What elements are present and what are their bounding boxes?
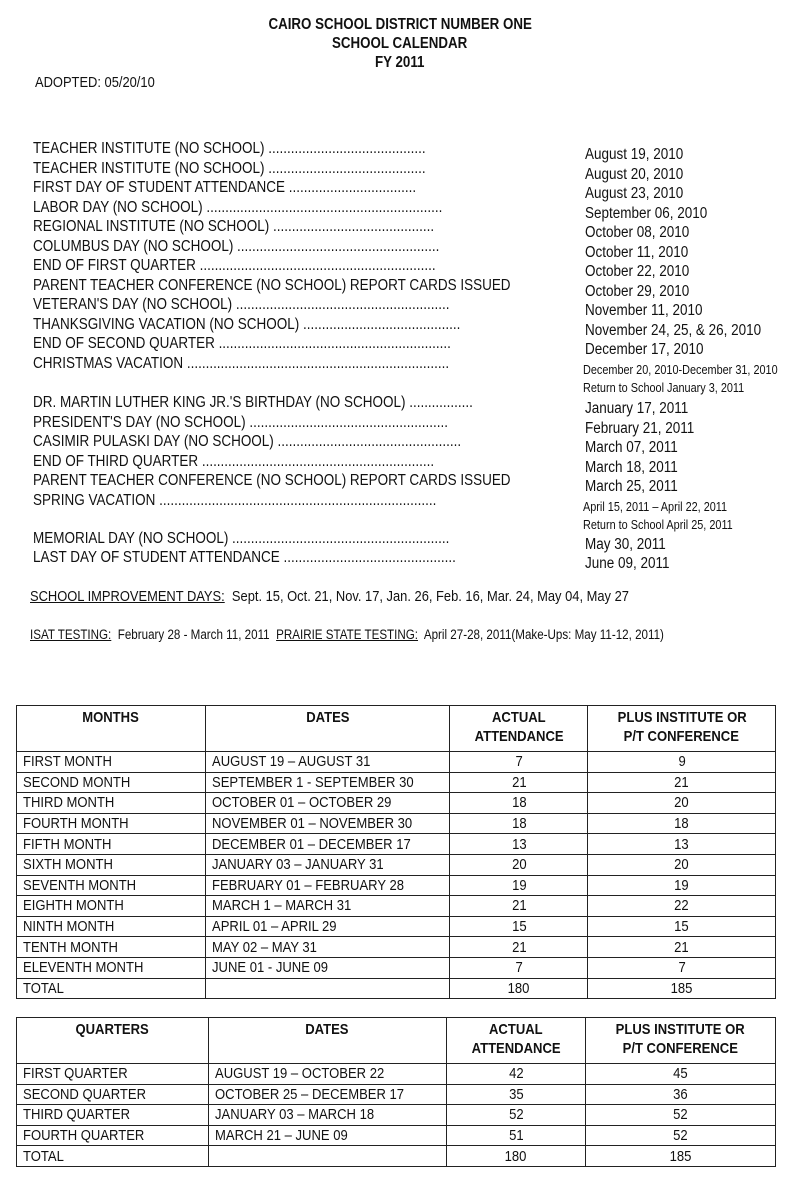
event-date-text: March 07, 2011 — [585, 439, 678, 456]
dates-cell — [205, 957, 450, 978]
cell-text: 21 — [511, 897, 527, 915]
cell-text: FIRST MONTH — [23, 753, 112, 771]
event-date-text: October 29, 2010 — [585, 283, 690, 300]
actual-attendance-cell — [446, 1105, 586, 1126]
event-label-text: PARENT TEACHER CONFERENCE (NO SCHOOL) REPORT CARDS ISSUED — [33, 277, 511, 294]
cell-text: 185 — [669, 1147, 692, 1165]
event-label — [33, 296, 512, 314]
event-label — [33, 549, 519, 567]
cell-text: 52 — [673, 1106, 688, 1124]
cell-text: MAY 02 – MAY 31 — [211, 938, 317, 956]
dates-cell — [205, 875, 450, 896]
months-attendance-table — [16, 705, 776, 999]
event-date — [585, 322, 788, 340]
cell-text: SECOND MONTH — [23, 773, 131, 791]
event-date — [585, 536, 678, 554]
column-header — [450, 706, 588, 752]
column-header — [446, 1018, 586, 1064]
event-label-text: END OF SECOND QUARTER .............................................................. — [33, 335, 451, 352]
actual-attendance-cell — [450, 896, 588, 917]
event-label — [33, 433, 525, 451]
event-date — [585, 439, 692, 457]
event-date-text: June 09, 2011 — [585, 555, 670, 572]
cell-text: FEBRUARY 01 – FEBRUARY 28 — [211, 876, 404, 894]
table-row — [17, 937, 776, 958]
plus-institute-cell — [588, 772, 776, 793]
cell-text: 20 — [511, 856, 527, 874]
cell-text: OCTOBER 01 – OCTOBER 29 — [211, 794, 392, 812]
column-header — [586, 1018, 776, 1064]
event-return-note — [583, 379, 768, 397]
plus-institute-cell — [586, 1105, 776, 1126]
column-header — [205, 706, 450, 752]
event-label-text: DR. MARTIN LUTHER KING JR.'S BIRTHDAY (NO SCHOOL) ................. — [33, 394, 473, 411]
cell-text: TOTAL — [23, 1147, 64, 1165]
cell-text: THIRD QUARTER — [23, 1106, 131, 1124]
event-label-text: TEACHER INSTITUTE (NO SCHOOL) .......................................... — [33, 140, 426, 157]
cell-text: APRIL 01 – APRIL 29 — [211, 918, 337, 936]
dates-cell — [205, 813, 450, 834]
event-date — [585, 283, 705, 301]
plus-institute-cell — [588, 916, 776, 937]
cell-text: 15 — [511, 918, 527, 936]
cell-text: 21 — [511, 938, 527, 956]
event-label-text: THANKSGIVING VACATION (NO SCHOOL) .......................................... — [33, 316, 461, 333]
plus-institute-cell — [588, 834, 776, 855]
cell-text: AUGUST 19 – OCTOBER 22 — [214, 1065, 384, 1083]
table-row — [17, 1125, 776, 1146]
cell-text: 18 — [674, 815, 689, 833]
table-header-row — [17, 1018, 776, 1064]
cell-text: 52 — [673, 1127, 688, 1145]
table-row — [17, 1064, 776, 1085]
event-date — [585, 185, 698, 203]
event-label — [33, 335, 513, 353]
dates-cell — [208, 1084, 446, 1105]
event-label — [33, 414, 510, 432]
cell-text: 20 — [674, 794, 689, 812]
actual-attendance-cell — [450, 772, 588, 793]
dates-cell — [205, 896, 450, 917]
school-improvement-label: SCHOOL IMPROVEMENT DAYS: — [30, 588, 225, 605]
cell-text: 21 — [511, 773, 527, 791]
event-label — [33, 492, 497, 510]
table-row — [17, 896, 776, 917]
event-date-text: September 06, 2010 — [585, 205, 708, 222]
plus-institute-cell — [588, 978, 776, 999]
plus-institute-cell — [586, 1146, 776, 1167]
event-label — [33, 179, 473, 197]
actual-attendance-cell — [450, 834, 588, 855]
cell-text: 20 — [674, 856, 689, 874]
cell-text: TENTH MONTH — [23, 938, 118, 956]
actual-attendance-cell — [450, 937, 588, 958]
cell-text: 9 — [678, 753, 686, 771]
period-cell — [17, 957, 206, 978]
event-label-text: CHRISTMAS VACATION ...................................................................... — [33, 355, 450, 372]
cell-text: JUNE 01 - JUNE 09 — [211, 959, 328, 977]
cell-text: JANUARY 03 – MARCH 18 — [214, 1106, 374, 1124]
period-cell — [17, 813, 206, 834]
event-label-text: CASIMIR PULASKI DAY (NO SCHOOL) ................................................. — [33, 433, 462, 450]
cell-text: 35 — [508, 1085, 524, 1103]
event-date — [585, 263, 705, 281]
event-date-text: May 30, 2011 — [585, 536, 666, 553]
cell-text: 7 — [515, 959, 523, 977]
cell-text: FOURTH MONTH — [23, 815, 129, 833]
cell-text: 36 — [673, 1085, 688, 1103]
event-date — [585, 400, 704, 418]
school-improvement-value: Sept. 15, Oct. 21, Nov. 17, Jan. 26, Feb. 16, Mar. 24, May 04, May 27 — [231, 588, 629, 605]
cell-text: NINTH MONTH — [23, 918, 115, 936]
cell-text: MARCH 21 – JUNE 09 — [214, 1127, 348, 1145]
isat-value: February 28 - March 11, 2011 — [117, 627, 270, 642]
cell-text: DECEMBER 01 – DECEMBER 17 — [211, 835, 411, 853]
table-row — [17, 854, 776, 875]
table-row — [17, 875, 776, 896]
cell-text: 7 — [678, 959, 686, 977]
event-date-text: November 11, 2010 — [585, 302, 703, 319]
cell-text: 18 — [511, 794, 527, 812]
event-label-text: TEACHER INSTITUTE (NO SCHOOL) .......................................... — [33, 160, 426, 177]
event-date-text: October 11, 2010 — [585, 244, 689, 261]
cell-text: FOURTH QUARTER — [23, 1127, 145, 1145]
actual-attendance-cell — [446, 1064, 586, 1085]
dates-cell — [205, 937, 450, 958]
event-date-text: August 20, 2010 — [585, 166, 684, 183]
column-header-text: ACTUAL — [489, 1021, 543, 1038]
column-header-text: P/T CONFERENCE — [624, 728, 740, 745]
cell-text: SEPTEMBER 1 - SEPTEMBER 30 — [211, 773, 414, 791]
actual-attendance-cell — [450, 752, 588, 773]
column-header-text: ATTENDANCE — [471, 1040, 561, 1057]
event-date — [585, 224, 705, 242]
column-header-text: MONTHS — [82, 709, 140, 726]
column-header-text: DATES — [305, 1021, 349, 1038]
event-date-text: October 08, 2010 — [585, 224, 690, 241]
event-date-text: December 20, 2010-December 31, 2010 — [583, 363, 778, 377]
period-cell — [17, 1146, 209, 1167]
event-date-text: February 21, 2011 — [585, 420, 695, 437]
event-date-text: August 23, 2010 — [585, 185, 684, 202]
testing-info — [30, 627, 767, 642]
period-cell — [17, 834, 206, 855]
event-label-text: PARENT TEACHER CONFERENCE (NO SCHOOL) REPORT CARDS ISSUED — [33, 472, 511, 489]
plus-institute-cell — [586, 1084, 776, 1105]
table-header-row — [17, 706, 776, 752]
dates-cell — [208, 1125, 446, 1146]
event-date — [585, 341, 721, 359]
calendar-title: SCHOOL CALENDAR — [332, 35, 468, 52]
event-label — [33, 277, 582, 295]
table-row — [17, 916, 776, 937]
column-header-text: P/T CONFERENCE — [622, 1040, 739, 1057]
cell-text: MARCH 1 – MARCH 31 — [211, 897, 351, 915]
event-return-note-text: Return to School April 25, 2011 — [583, 518, 733, 532]
plus-institute-cell — [588, 957, 776, 978]
event-label — [33, 472, 582, 490]
plus-institute-cell — [588, 813, 776, 834]
table-row — [17, 1105, 776, 1126]
event-date — [583, 498, 749, 516]
fiscal-year-title: FY 2011 — [375, 54, 425, 71]
event-label — [33, 218, 494, 236]
plus-institute-cell — [588, 752, 776, 773]
event-date — [585, 459, 692, 477]
dates-cell — [208, 1064, 446, 1085]
cell-text: 19 — [511, 876, 527, 894]
period-cell — [17, 1064, 209, 1085]
actual-attendance-cell — [446, 1084, 586, 1105]
event-date — [585, 555, 682, 573]
event-label — [33, 199, 504, 217]
event-date — [585, 478, 692, 496]
actual-attendance-cell — [450, 793, 588, 814]
column-header-text: ACTUAL — [492, 709, 546, 726]
period-cell — [17, 772, 206, 793]
cell-text: EIGHTH MONTH — [23, 897, 124, 915]
event-label-text: FIRST DAY OF STUDENT ATTENDANCE .................................. — [33, 179, 417, 196]
cell-text: 19 — [674, 876, 689, 894]
period-cell — [17, 752, 206, 773]
cell-text: 21 — [674, 773, 689, 791]
cell-text: 22 — [674, 897, 689, 915]
event-label-text: REGIONAL INSTITUTE (NO SCHOOL) ........................................... — [33, 218, 435, 235]
period-cell — [17, 916, 206, 937]
dates-cell — [205, 793, 450, 814]
column-header-text: QUARTERS — [75, 1021, 149, 1038]
period-cell — [17, 896, 206, 917]
event-date — [585, 166, 698, 184]
quarters-attendance-table — [16, 1017, 776, 1167]
event-date — [585, 146, 698, 164]
table-row — [17, 813, 776, 834]
event-label-text: SPRING VACATION .......................................................................... — [33, 492, 437, 509]
event-date-text: January 17, 2011 — [585, 400, 689, 417]
event-return-note-text: Return to School January 3, 2011 — [583, 381, 745, 395]
cell-text: THIRD MONTH — [23, 794, 115, 812]
table-row — [17, 834, 776, 855]
cell-text: OCTOBER 25 – DECEMBER 17 — [214, 1085, 404, 1103]
dates-cell — [205, 854, 450, 875]
event-label — [33, 453, 494, 471]
plus-institute-cell — [588, 854, 776, 875]
adopted-date: ADOPTED: 05/20/10 — [35, 74, 155, 91]
period-cell — [17, 793, 206, 814]
cell-text: 51 — [508, 1127, 524, 1145]
event-date-text: November 24, 25, & 26, 2010 — [585, 322, 762, 339]
actual-attendance-cell — [450, 957, 588, 978]
plus-institute-cell — [586, 1125, 776, 1146]
period-cell — [17, 875, 206, 896]
event-label-text: MEMORIAL DAY (NO SCHOOL) .......................................................... — [33, 530, 450, 547]
event-label-text: PRESIDENT'S DAY (NO SCHOOL) ..................................................... — [33, 414, 448, 431]
cell-text: SEVENTH MONTH — [23, 876, 137, 894]
total-row — [17, 1146, 776, 1167]
period-cell — [17, 1084, 209, 1105]
cell-text: 21 — [674, 938, 689, 956]
column-header — [208, 1018, 446, 1064]
period-cell — [17, 937, 206, 958]
actual-attendance-cell — [450, 875, 588, 896]
event-return-note — [583, 516, 755, 534]
cell-text: 18 — [511, 815, 527, 833]
cell-text: 13 — [511, 835, 527, 853]
table-row — [17, 793, 776, 814]
table-row — [17, 752, 776, 773]
column-header-text: DATES — [305, 709, 350, 726]
plus-institute-cell — [588, 875, 776, 896]
event-label-text: LAST DAY OF STUDENT ATTENDANCE .............................................. — [33, 549, 456, 566]
dates-cell — [205, 978, 450, 999]
cell-text: 52 — [508, 1106, 524, 1124]
event-label-text: COLUMBUS DAY (NO SCHOOL) ...................................................... — [33, 238, 440, 255]
period-cell — [17, 1125, 209, 1146]
period-cell — [17, 978, 206, 999]
event-label-text: VETERAN'S DAY (NO SCHOOL) ......................................................... — [33, 296, 450, 313]
event-label-text: END OF THIRD QUARTER .............................................................. — [33, 453, 435, 470]
event-date — [585, 244, 704, 262]
school-improvement-days — [30, 588, 726, 605]
cell-text: SIXTH MONTH — [23, 856, 113, 874]
plus-institute-cell — [586, 1064, 776, 1085]
dates-cell — [205, 916, 450, 937]
cell-text: JANUARY 03 – JANUARY 31 — [211, 856, 384, 874]
actual-attendance-cell — [446, 1146, 586, 1167]
event-date — [585, 420, 711, 438]
cell-text: 180 — [505, 1147, 527, 1165]
event-date — [583, 361, 800, 379]
period-cell — [17, 854, 206, 875]
column-header-text: ATTENDANCE — [474, 728, 564, 745]
cell-text: 185 — [670, 979, 693, 997]
dates-cell — [205, 834, 450, 855]
event-label-text: LABOR DAY (NO SCHOOL) ............................................................... — [33, 199, 443, 216]
cell-text: 180 — [507, 979, 530, 997]
cell-text: NOVEMBER 01 – NOVEMBER 30 — [211, 815, 412, 833]
cell-text: 13 — [674, 835, 689, 853]
actual-attendance-cell — [446, 1125, 586, 1146]
cell-text: 15 — [674, 918, 689, 936]
cell-text: ELEVENTH MONTH — [23, 959, 144, 977]
cell-text: 45 — [673, 1065, 688, 1083]
event-label — [33, 140, 484, 158]
event-date-text: March 25, 2011 — [585, 478, 678, 495]
event-label — [33, 530, 512, 548]
event-label-text: END OF FIRST QUARTER ............................................................... — [33, 257, 436, 274]
event-label — [33, 257, 496, 275]
actual-attendance-cell — [450, 978, 588, 999]
cell-text: FIFTH MONTH — [23, 835, 112, 853]
column-header-text: PLUS INSTITUTE OR — [617, 709, 747, 726]
isat-label: ISAT TESTING: — [30, 627, 112, 642]
cell-text: TOTAL — [23, 979, 64, 997]
dates-cell — [205, 752, 450, 773]
event-label — [33, 394, 539, 412]
event-label — [33, 238, 500, 256]
table-row — [17, 1084, 776, 1105]
actual-attendance-cell — [450, 916, 588, 937]
event-date — [585, 205, 725, 223]
event-date-text: March 18, 2011 — [585, 459, 678, 476]
column-header — [588, 706, 776, 752]
cell-text: 42 — [508, 1065, 524, 1083]
actual-attendance-cell — [450, 813, 588, 834]
column-header — [17, 706, 206, 752]
cell-text: SECOND QUARTER — [23, 1085, 147, 1103]
event-date-text: October 22, 2010 — [585, 263, 690, 280]
event-label — [33, 316, 524, 334]
event-date — [585, 302, 720, 320]
actual-attendance-cell — [450, 854, 588, 875]
event-date-text: April 15, 2011 – April 22, 2011 — [583, 500, 728, 514]
prairie-label: PRAIRIE STATE TESTING: — [276, 627, 419, 642]
plus-institute-cell — [588, 793, 776, 814]
dates-cell — [208, 1105, 446, 1126]
prairie-value: April 27-28, 2011(Make-Ups: May 11-12, 2011) — [423, 627, 664, 642]
period-cell — [17, 1105, 209, 1126]
event-date-text: August 19, 2010 — [585, 146, 684, 163]
dates-cell — [208, 1146, 446, 1167]
total-row — [17, 978, 776, 999]
table-row — [17, 957, 776, 978]
plus-institute-cell — [588, 896, 776, 917]
cell-text: 7 — [515, 753, 523, 771]
event-label — [33, 355, 511, 373]
column-header-text: PLUS INSTITUTE OR — [616, 1021, 746, 1038]
dates-cell — [205, 772, 450, 793]
plus-institute-cell — [588, 937, 776, 958]
district-title: CAIRO SCHOOL DISTRICT NUMBER ONE — [268, 16, 532, 33]
event-label — [33, 160, 484, 178]
column-header — [17, 1018, 209, 1064]
table-row — [17, 772, 776, 793]
cell-text: FIRST QUARTER — [23, 1065, 128, 1083]
cell-text: AUGUST 19 – AUGUST 31 — [211, 753, 371, 771]
event-date-text: December 17, 2010 — [585, 341, 704, 358]
